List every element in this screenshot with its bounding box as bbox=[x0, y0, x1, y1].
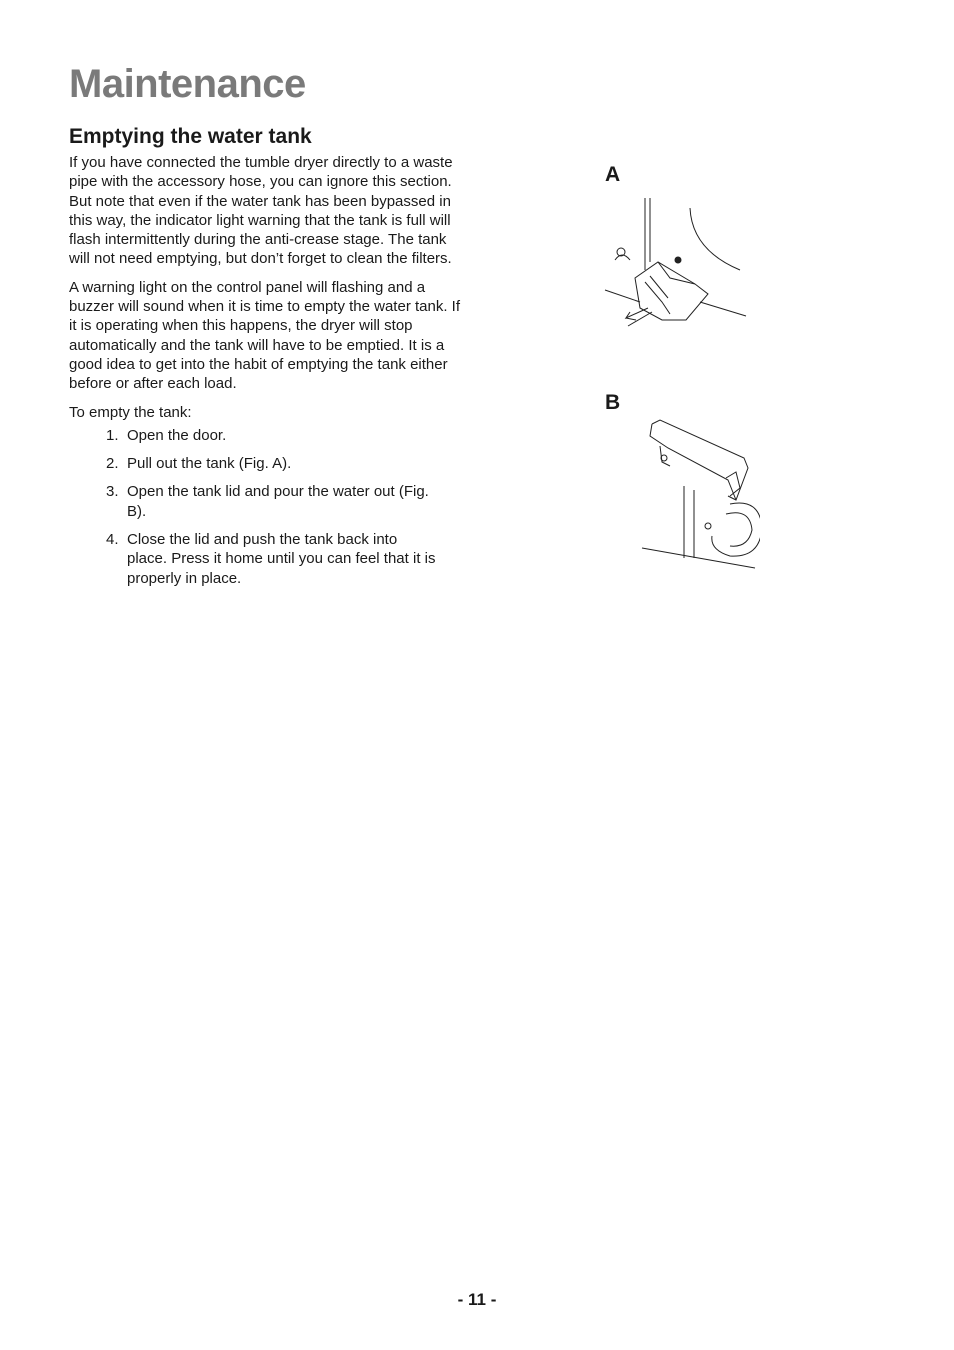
step-text: Open the tank lid and pour the water out (Fig. B). bbox=[127, 483, 429, 520]
step-number: 1. bbox=[106, 426, 119, 444]
step-text: Close the lid and push the tank back into place. Press it home until you can feel that it is properly in place. bbox=[127, 531, 436, 587]
figure-a-label: A bbox=[605, 163, 621, 186]
page-title: Maintenance bbox=[69, 62, 306, 106]
paragraph: If you have connected the tumble dryer directly to a waste pipe with the accessory hose, you can ignore this section. bbox=[69, 154, 453, 191]
step-number: 4. bbox=[106, 531, 119, 549]
page-number: - 11 - bbox=[457, 1290, 497, 1309]
paragraph: To empty the tank: bbox=[69, 403, 192, 421]
paragraph: But note that even if the water tank has been bypassed in this way, the indicator light warning that the tank is full will flash intermittently during the anti-crease stage. The tank will not need emptying, but don’t forget to clean the filters. bbox=[69, 192, 452, 268]
list-item bbox=[106, 482, 436, 521]
step-number: 2. bbox=[106, 455, 119, 473]
steps-list bbox=[69, 426, 469, 588]
figure-b-label: B bbox=[605, 391, 621, 414]
step-text: Open the door. bbox=[127, 426, 227, 444]
section-title: Emptying the water tank bbox=[69, 125, 312, 148]
list-item bbox=[106, 454, 436, 473]
list-item bbox=[106, 530, 436, 588]
body-text bbox=[69, 153, 469, 597]
paragraph: A warning light on the control panel will flashing and a buzzer will sound when it is time to empty the water tank. If it is operating when this happens, the dryer will stop automatically and the tank will have to be emptied. It is a good idea to get into the habit of emptying the tank either before or after each load. bbox=[69, 278, 461, 393]
figure-b-illustration bbox=[640, 418, 760, 573]
step-text: Pull out the tank (Fig. A). bbox=[127, 455, 292, 473]
figure-a-illustration bbox=[600, 190, 750, 335]
step-number: 3. bbox=[106, 483, 119, 501]
list-item bbox=[106, 426, 436, 445]
